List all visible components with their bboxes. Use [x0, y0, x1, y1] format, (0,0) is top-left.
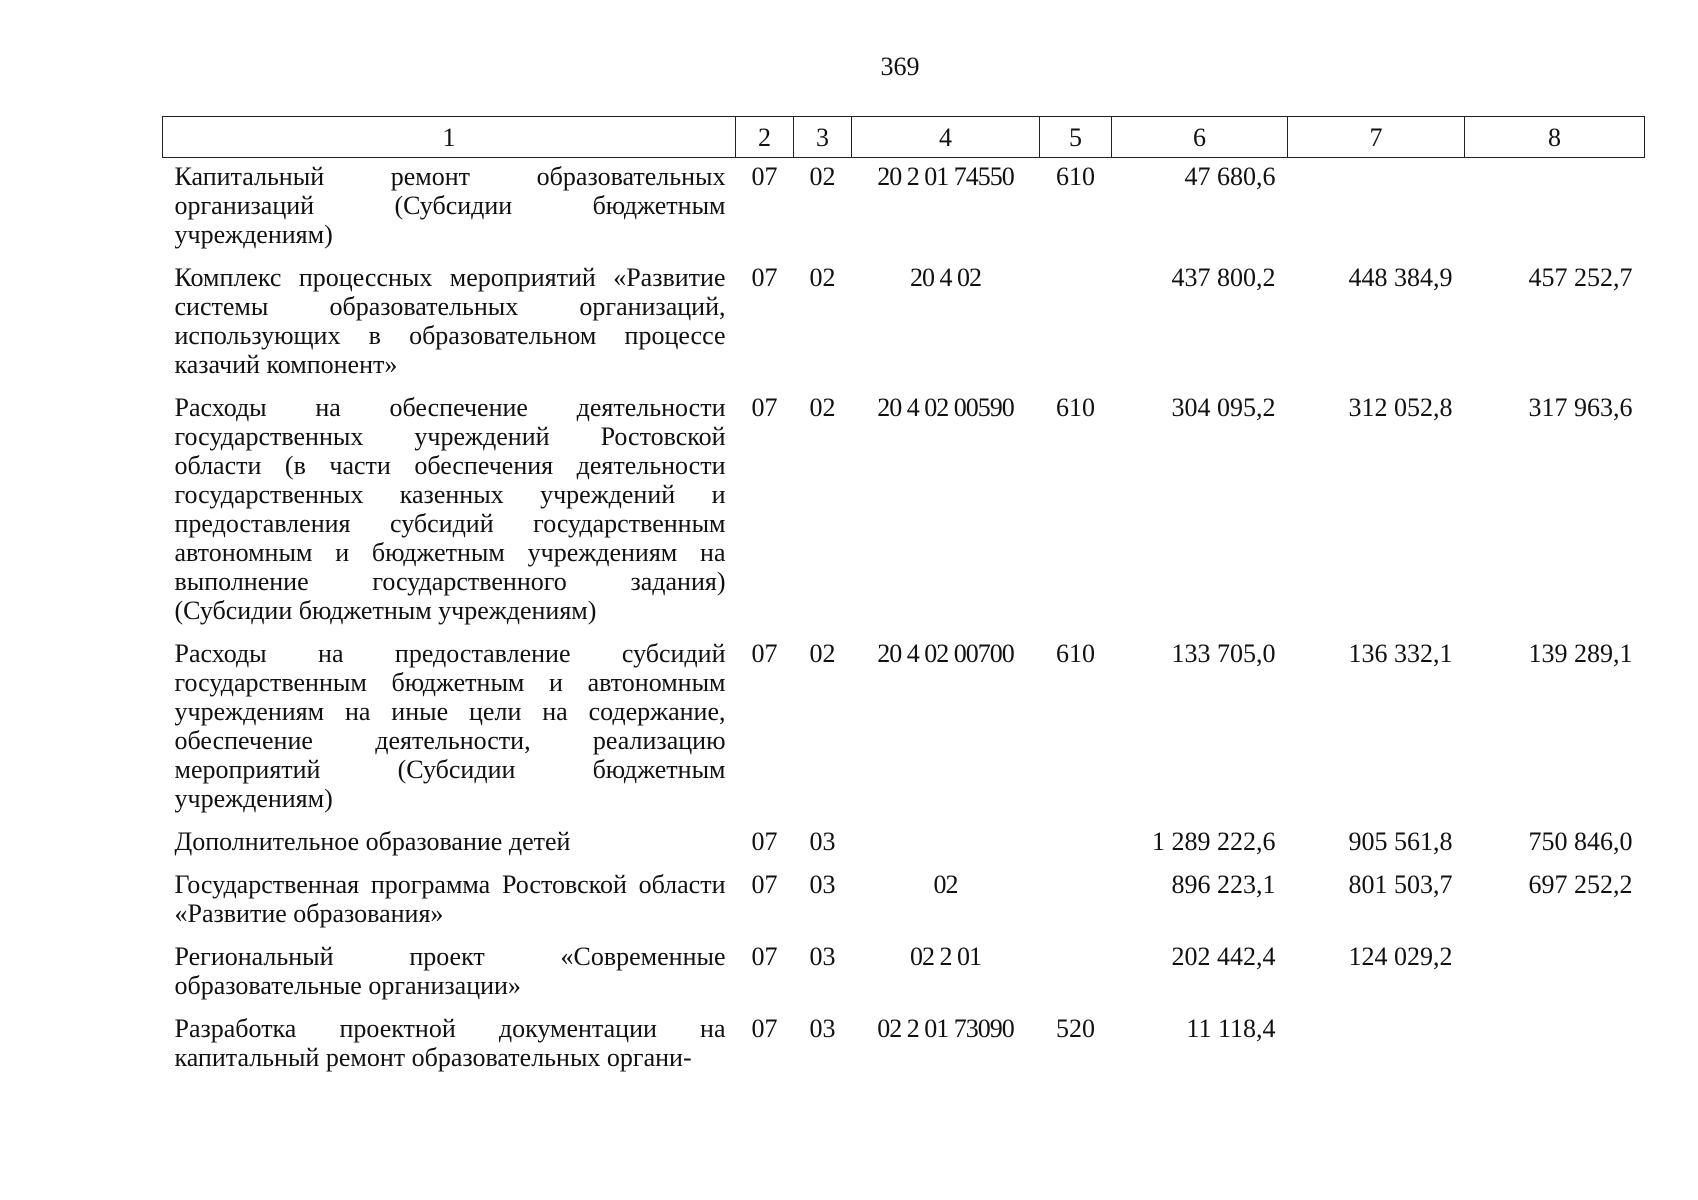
column-header: 7	[1288, 117, 1465, 158]
row-amount-1: 133 705,0	[1171, 639, 1276, 668]
row-amount-2	[1288, 1010, 1465, 1082]
column-header: 6	[1112, 117, 1288, 158]
row-amount-3: 317 963,6	[1528, 393, 1633, 422]
row-amount-1: 304 095,2	[1171, 393, 1276, 422]
row-expense-type	[1040, 259, 1112, 389]
column-header: 5	[1040, 117, 1112, 158]
row-expense-type	[1040, 938, 1112, 1010]
row-amount-1: 896 223,1	[1171, 870, 1276, 899]
row-name: Расходы на обеспечение деятельности государственных учреждений Ростовской области (в части обеспечения деятельности государственных казенных учреждений и предоставления субсидий государственным автономным и бюджетным учреждениям на выполнение государственного задания) (Субсидии бюджетным учреждениям)	[174, 393, 726, 625]
row-section-code: 07	[751, 263, 778, 292]
table-row	[163, 389, 1645, 635]
row-subsection-code: 03	[809, 870, 836, 899]
table-row	[163, 1010, 1645, 1082]
row-section-code: 07	[751, 827, 778, 856]
row-amount-2: 136 332,1	[1348, 639, 1453, 668]
row-amount-1: 11 118,4	[1186, 1014, 1276, 1043]
row-section-code: 07	[751, 942, 778, 971]
row-section-code: 07	[751, 639, 778, 668]
row-amount-3: 139 289,1	[1528, 639, 1633, 668]
row-amount-1: 202 442,4	[1171, 942, 1276, 971]
row-amount-3	[1465, 938, 1645, 1010]
row-subsection-code: 02	[809, 162, 836, 191]
row-section-code: 07	[751, 393, 778, 422]
column-header: 3	[794, 117, 852, 158]
row-amount-2: 124 029,2	[1348, 942, 1453, 971]
row-expense-type: 610	[1056, 162, 1095, 191]
table-row	[163, 158, 1645, 260]
row-subsection-code: 02	[809, 263, 836, 292]
header-row	[163, 117, 1645, 158]
row-section-code: 07	[751, 1014, 778, 1043]
table-row	[163, 259, 1645, 389]
row-amount-3: 750 846,0	[1528, 827, 1633, 856]
row-target-code: 02	[933, 870, 958, 899]
row-expense-type	[1040, 866, 1112, 938]
budget-table	[162, 116, 1645, 1082]
row-name: Расходы на предоставление субсидий государственным бюджетным и автономным учреждениям на иные цели на содержание, обеспечение деятельности, реализацию мероприятий (Субсидии бюджетным учреждениям)	[174, 639, 726, 813]
row-name: Дополнительное образование детей	[174, 827, 571, 856]
row-subsection-code: 02	[809, 639, 836, 668]
row-name: Государственная программа Ростовской области «Развитие образования»	[174, 870, 726, 928]
row-expense-type: 610	[1056, 393, 1095, 422]
row-target-code: 20 4 02	[910, 263, 981, 292]
row-amount-2	[1288, 158, 1465, 260]
row-amount-1: 1 289 222,6	[1152, 827, 1276, 856]
table-row	[163, 938, 1645, 1010]
row-target-code: 20 4 02 00700	[877, 639, 1014, 668]
row-subsection-code: 03	[809, 827, 836, 856]
row-target-code: 20 4 02 00590	[877, 393, 1014, 422]
row-target-code: 02 2 01	[910, 942, 981, 971]
page-number: 369	[880, 52, 920, 81]
row-expense-type: 610	[1056, 639, 1095, 668]
row-target-code: 20 2 01 74550	[877, 162, 1014, 191]
row-amount-3: 457 252,7	[1528, 263, 1633, 292]
row-expense-type	[1040, 823, 1112, 866]
column-header: 1	[163, 117, 736, 158]
table-row	[163, 823, 1645, 866]
row-amount-2: 905 561,8	[1348, 827, 1453, 856]
row-target-code: 02 2 01 73090	[877, 1014, 1014, 1043]
row-amount-1: 437 800,2	[1171, 263, 1276, 292]
row-subsection-code: 03	[809, 942, 836, 971]
row-name: Региональный проект «Современные образовательные организации»	[174, 942, 726, 1000]
column-header: 8	[1465, 117, 1645, 158]
column-header: 2	[736, 117, 794, 158]
row-expense-type: 520	[1056, 1014, 1095, 1043]
row-subsection-code: 02	[809, 393, 836, 422]
row-target-code	[852, 823, 1040, 866]
row-section-code: 07	[751, 162, 778, 191]
row-amount-2: 801 503,7	[1348, 870, 1453, 899]
row-name: Комплекс процессных мероприятий «Развитие системы образовательных организаций, использующих в образовательном процессе казачий компонент»	[174, 263, 726, 379]
table-row	[163, 635, 1645, 823]
row-amount-3: 697 252,2	[1528, 870, 1633, 899]
row-name: Капитальный ремонт образовательных организаций (Субсидии бюджетным учреждениям)	[174, 162, 726, 249]
column-header: 4	[852, 117, 1040, 158]
row-amount-3	[1465, 158, 1645, 260]
row-amount-3	[1465, 1010, 1645, 1082]
row-amount-2: 312 052,8	[1348, 393, 1453, 422]
row-amount-2: 448 384,9	[1348, 263, 1453, 292]
row-section-code: 07	[751, 870, 778, 899]
row-amount-1: 47 680,6	[1184, 162, 1276, 191]
table-row	[163, 866, 1645, 938]
row-name: Разработка проектной документации на капитальный ремонт образовательных органи-	[174, 1014, 726, 1072]
row-subsection-code: 03	[809, 1014, 836, 1043]
